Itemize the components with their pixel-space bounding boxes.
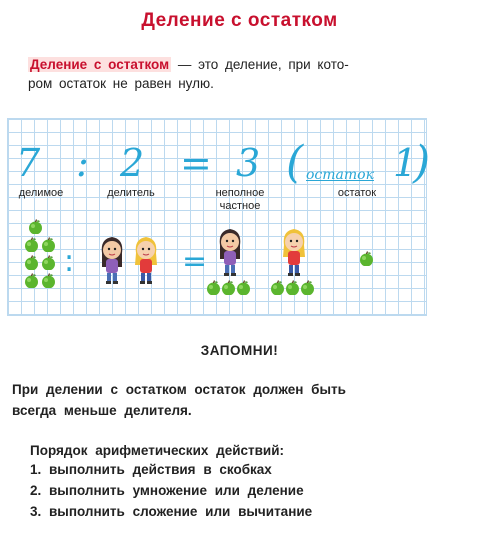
rule-paragraph (12, 379, 436, 421)
apple-icon (24, 273, 39, 288)
girl-icon (216, 223, 244, 277)
rule-line2: всегда меньше делителя. (12, 403, 192, 418)
definition-text-line2: ром остаток не равен нулю. (28, 76, 214, 91)
apple-icon (221, 280, 236, 295)
apple-icon (41, 237, 56, 252)
rule-line1: При делении с остатком остаток должен быть (12, 382, 346, 397)
equals-sign-visual: = (182, 244, 208, 279)
remainder-word: остаток (306, 167, 374, 183)
label-remainder: остаток (337, 187, 377, 199)
quotient-digit: 3 (236, 141, 261, 185)
apple-icon (28, 219, 43, 234)
remember-heading: ЗАПОМНИ! (200, 343, 279, 358)
apple-icon (41, 255, 56, 270)
definition-text-line1: — это деление, при кото- (171, 57, 349, 72)
apple-icon (206, 280, 221, 295)
apple-icon (270, 280, 285, 295)
label-quotient: неполное частное (215, 187, 265, 212)
apple-icon (41, 273, 56, 288)
apple-icon (24, 255, 39, 270)
page-title: Деление с остатком (141, 10, 338, 31)
order-item: 2. выполнить умножение или деление (30, 483, 304, 498)
order-title: Порядок арифметических действий: (30, 443, 285, 458)
girl-icon (132, 231, 160, 285)
apple-icon (285, 280, 300, 295)
example-grid (7, 118, 431, 316)
apple-icon (236, 280, 251, 295)
close-paren: ) (413, 137, 431, 188)
apple-icon (300, 280, 315, 295)
order-item: 1. выполнить действия в скобках (30, 462, 272, 477)
order-item: 3. выполнить сложение или вычитание (30, 504, 313, 519)
dividend-digit: 7 (16, 141, 41, 185)
label-divisor: делитель (107, 187, 155, 199)
remainder-digit: 1 (393, 141, 418, 185)
colon-sign-visual: : (64, 244, 75, 279)
equals-sign: = (180, 141, 212, 185)
label-dividend: делимое (18, 187, 64, 199)
open-paren: ( (286, 137, 304, 188)
definition-term: Деление с остатком (30, 57, 170, 72)
girl-icon (280, 223, 308, 277)
apple-icon (24, 237, 39, 252)
girl-icon (98, 231, 126, 285)
divisor-digit: 2 (120, 141, 145, 185)
apple-icon (359, 251, 374, 266)
definition-paragraph (28, 55, 450, 93)
colon-sign: : (76, 141, 89, 185)
